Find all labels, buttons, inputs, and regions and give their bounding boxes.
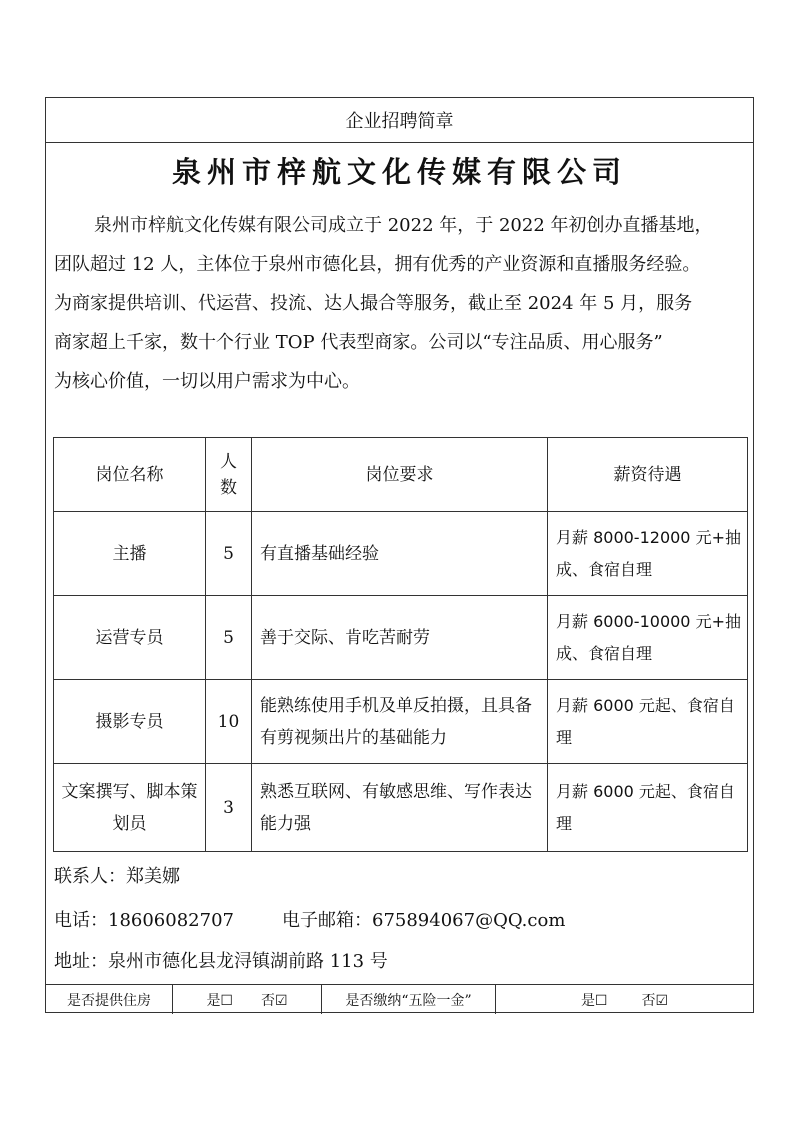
company-name: 泉州市梓航文化传媒有限公司 <box>171 155 627 189</box>
cell-requirement: 有直播基础经验 <box>252 512 548 596</box>
form-header: 企业招聘简章 <box>46 98 753 143</box>
cell-salary: 月薪 6000 元起、食宿自理 <box>548 764 748 852</box>
cell-count: 3 <box>206 764 252 852</box>
cell-position: 摄影专员 <box>54 680 206 764</box>
company-intro <box>54 206 748 401</box>
cell-count: 5 <box>206 596 252 680</box>
footer-row <box>46 984 753 1014</box>
cell-salary: 月薪 6000 元起、食宿自理 <box>548 680 748 764</box>
insurance-options <box>496 985 753 1014</box>
intro-line-1: 泉州市梓航文化传媒有限公司成立于 2022 年，于 2022 年初创办直播基地， <box>94 215 713 236</box>
intro-line-5: 为核心价值，一切以用户需求为中心。 <box>54 371 360 392</box>
housing-label: 是否提供住房 <box>46 985 173 1014</box>
cell-salary: 月薪 6000-10000 元+抽成、食宿自理 <box>548 596 748 680</box>
intro-line-2: 团队超过 12 人，主体位于泉州市德化县，拥有优秀的产业资源和直播服务经验。 <box>54 254 701 275</box>
header-position: 岗位名称 <box>54 438 206 512</box>
header-salary: 薪资待遇 <box>548 438 748 512</box>
cell-requirement: 熟悉互联网、有敏感思维、写作表达能力强 <box>252 764 548 852</box>
header-count: 人 数 <box>206 438 252 512</box>
intro-line-4: 商家超上千家，数十个行业 TOP 代表型商家。公司以“专注品质、用心服务” <box>54 332 663 353</box>
contact-person: 联系人：郑美娜 <box>54 866 180 887</box>
cell-salary: 月薪 8000-12000 元+抽成、食宿自理 <box>548 512 748 596</box>
table-header-row <box>54 438 748 512</box>
insurance-no-checkbox[interactable]: 否☑ <box>641 992 669 1009</box>
housing-no-checkbox[interactable]: 否☑ <box>261 992 288 1009</box>
housing-options <box>173 985 322 1014</box>
cell-position: 文案撰写、脚本策划员 <box>54 764 206 852</box>
contact-phone: 电话：18606082707 <box>54 910 234 931</box>
housing-yes-checkbox[interactable]: 是☐ <box>206 992 233 1009</box>
table-row <box>54 596 748 680</box>
table-row <box>54 512 748 596</box>
cell-position: 运营专员 <box>54 596 206 680</box>
table-row <box>54 764 748 852</box>
contact-email: 电子邮箱：675894067@QQ.com <box>282 910 566 931</box>
intro-line-3: 为商家提供培训、代运营、投流、达人撮合等服务，截止至 2024 年 5 月，服务 <box>54 293 693 314</box>
table-row <box>54 680 748 764</box>
insurance-yes-checkbox[interactable]: 是☐ <box>580 992 608 1009</box>
cell-requirement: 能熟练使用手机及单反拍摄，且具备有剪视频出片的基础能力 <box>252 680 548 764</box>
header-requirement: 岗位要求 <box>252 438 548 512</box>
cell-count: 5 <box>206 512 252 596</box>
jobs-table <box>53 437 748 852</box>
recruitment-form <box>45 97 754 1013</box>
contact-address: 地址：泉州市德化县龙浔镇湖前路 113 号 <box>54 951 388 972</box>
cell-requirement: 善于交际、肯吃苦耐劳 <box>252 596 548 680</box>
cell-position: 主播 <box>54 512 206 596</box>
cell-count: 10 <box>206 680 252 764</box>
insurance-label: 是否缴纳“五险一金” <box>322 985 496 1014</box>
